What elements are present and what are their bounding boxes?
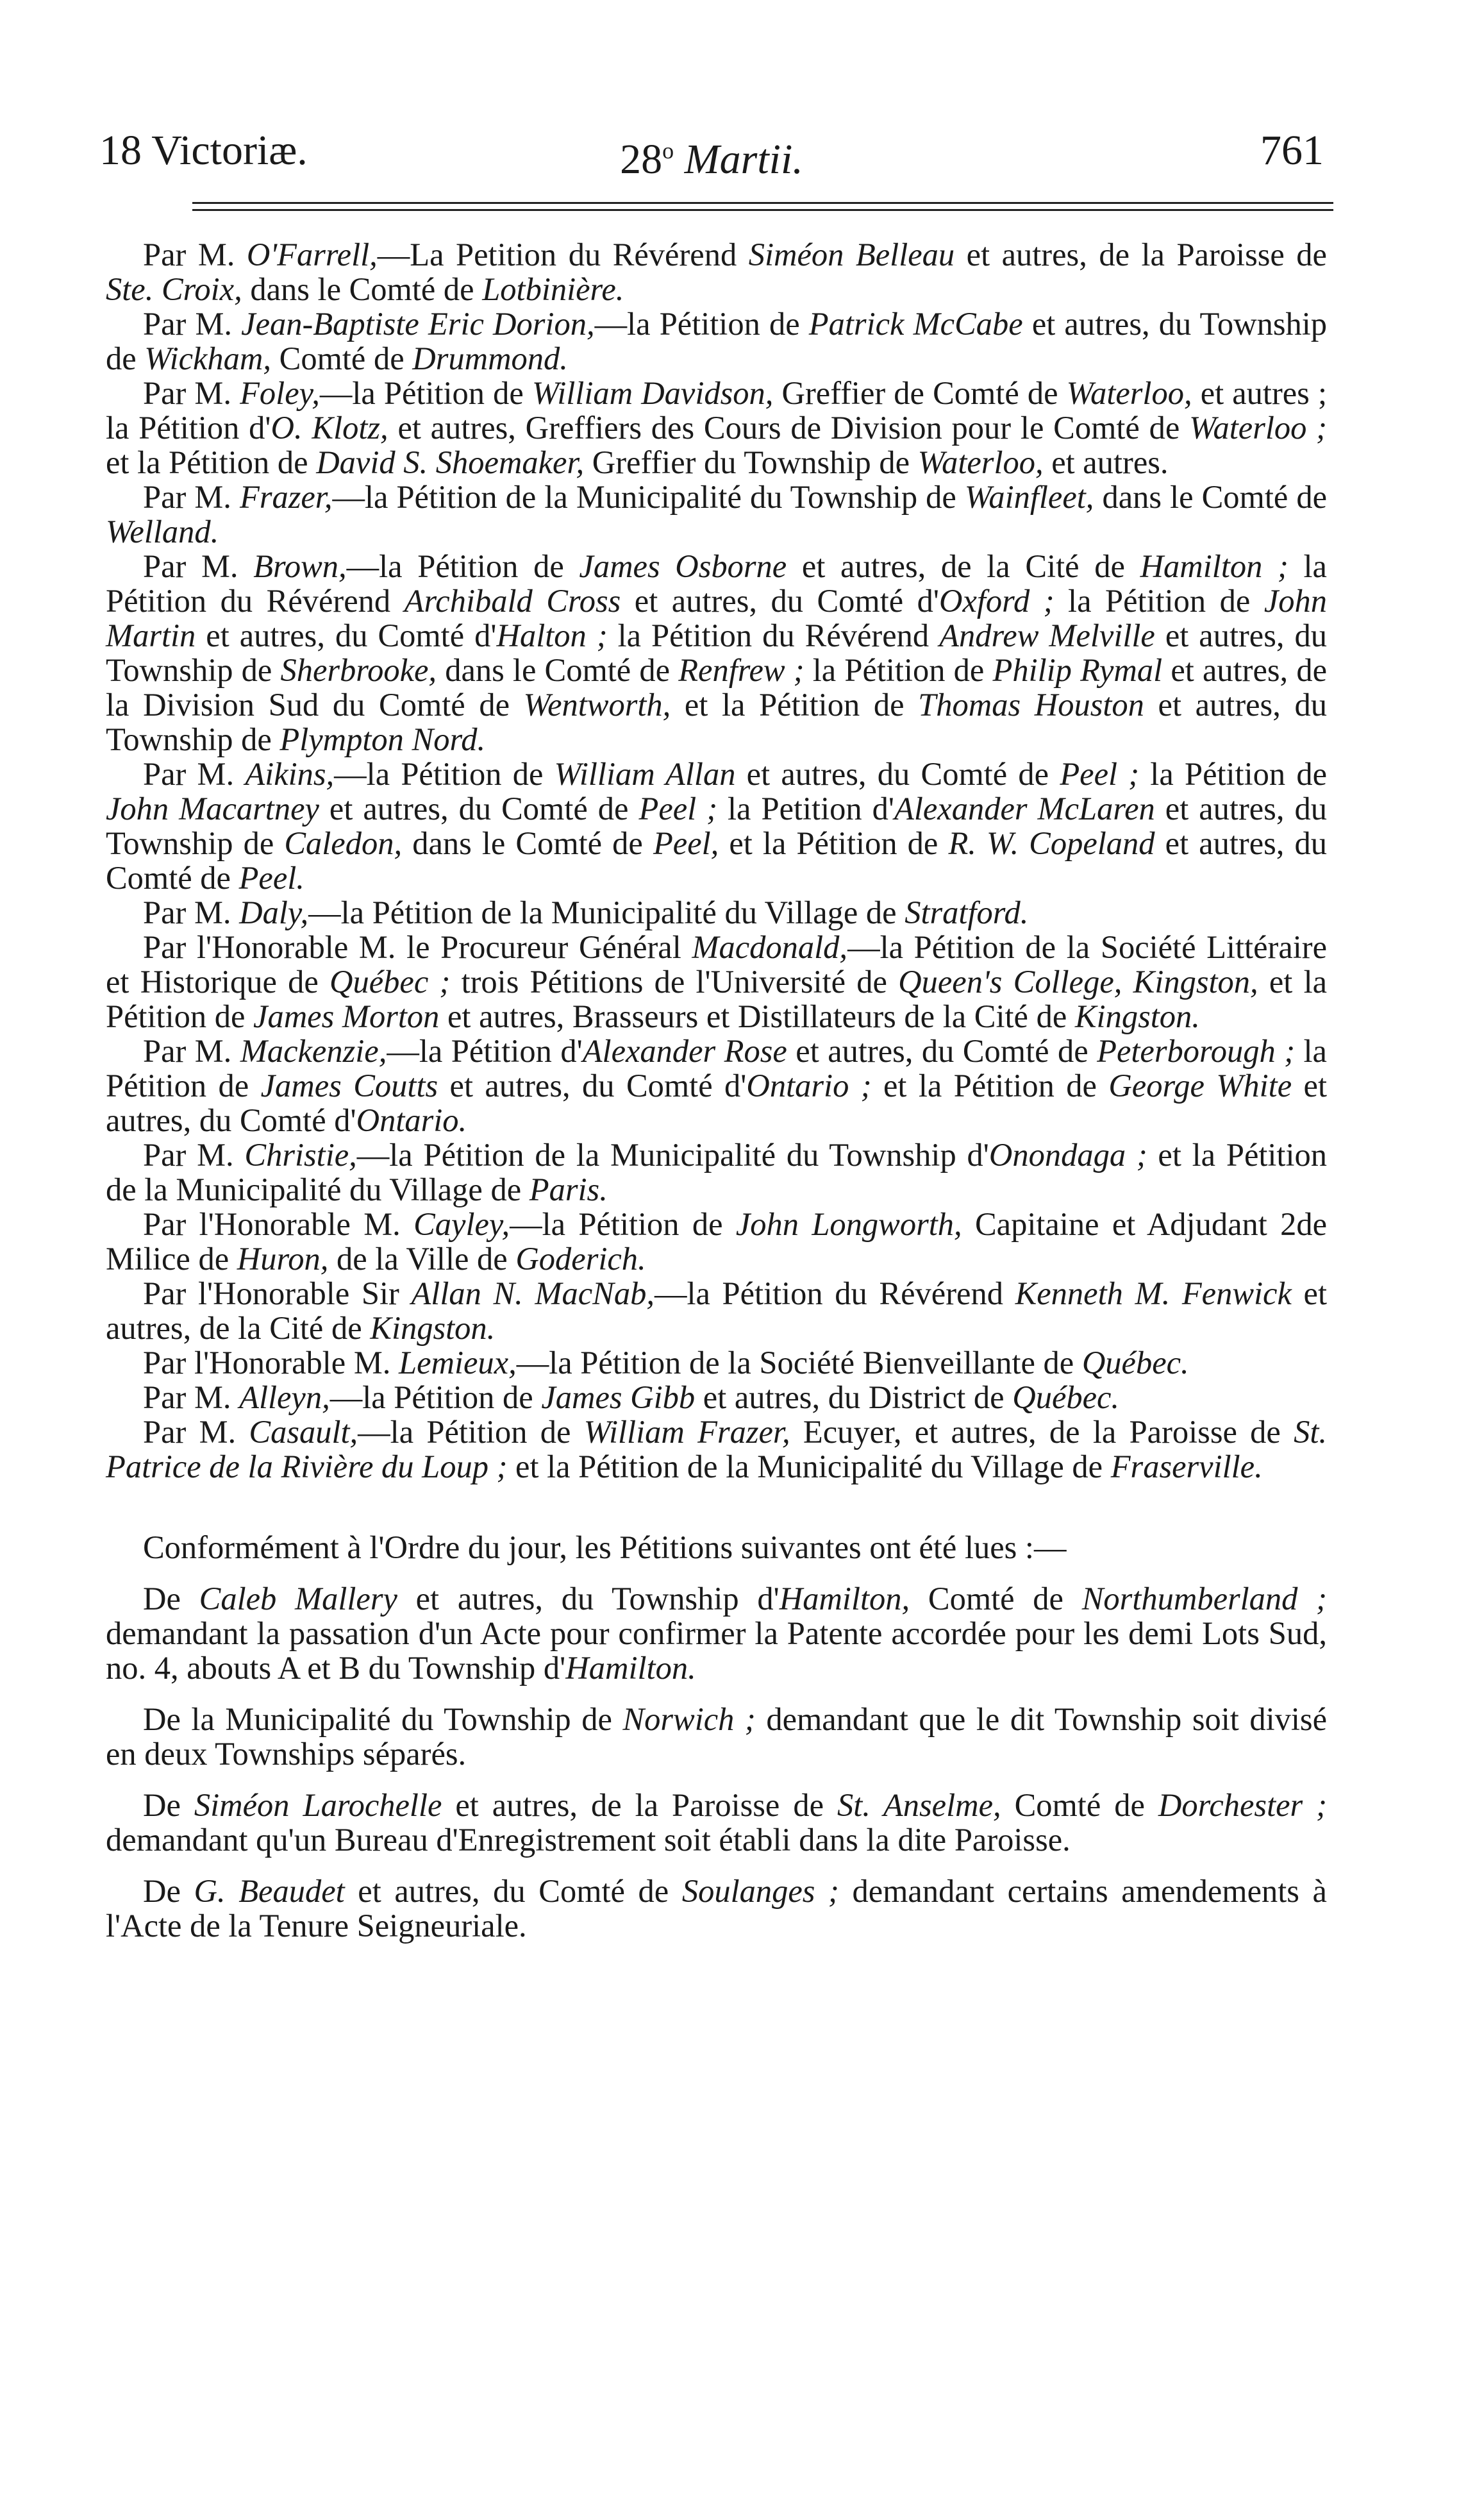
italic-text: St. Anselme, bbox=[837, 1787, 1001, 1823]
paragraph-p8 bbox=[106, 930, 1327, 1034]
text-run: Par M. bbox=[143, 1414, 249, 1450]
italic-text: James Gibb bbox=[541, 1379, 696, 1415]
italic-text: Kenneth M. Fenwick bbox=[1015, 1275, 1292, 1311]
text-run: Par M. bbox=[143, 479, 240, 515]
text-run: —la Pétition de bbox=[329, 1379, 542, 1415]
italic-text: Kingston. bbox=[1074, 998, 1200, 1034]
text-run: —la Pétition de bbox=[319, 375, 532, 411]
paragraph-p20 bbox=[106, 1874, 1327, 1943]
text-run: —la Pétition de bbox=[510, 1206, 736, 1242]
italic-text: Halton ; bbox=[496, 618, 608, 653]
text-run: —la Pétition d' bbox=[387, 1033, 583, 1069]
italic-text: Caleb Mallery bbox=[199, 1581, 397, 1617]
italic-text: Waterloo, bbox=[1066, 375, 1192, 411]
text-run: et autres, du Township d' bbox=[397, 1581, 780, 1617]
text-run: et autres, de la Paroisse de bbox=[442, 1787, 837, 1823]
italic-text: Québec ; bbox=[329, 964, 451, 1000]
text-run: Par M. bbox=[143, 1379, 240, 1415]
text-run: trois Pétitions de l'Université de bbox=[450, 964, 899, 1000]
italic-text: James Coutts bbox=[260, 1068, 438, 1104]
header-regnal-year: 18 Victoriæ. bbox=[99, 127, 308, 174]
text-run: —la Pétition de la Société Littéraire et Historique de bbox=[106, 929, 1327, 1000]
italic-text: Cayley, bbox=[413, 1206, 510, 1242]
text-run: Par M. bbox=[143, 306, 242, 342]
italic-text: Siméon Larochelle bbox=[194, 1787, 442, 1823]
text-run: Greffier de Comté de bbox=[773, 375, 1067, 411]
text-run: et autres, Greffiers des Cours de Division pour le Comté de bbox=[388, 410, 1190, 446]
text-run: —la Pétition de bbox=[334, 756, 554, 792]
body-text bbox=[106, 237, 1327, 1943]
paragraph-p9 bbox=[106, 1034, 1327, 1138]
text-run: demandant que le dit Township soit divisé en deux Townships séparés. bbox=[106, 1701, 1328, 1772]
text-run: et autres. bbox=[1043, 444, 1169, 480]
text-run: et la Pétition de bbox=[106, 444, 317, 480]
italic-text: Wentworth, bbox=[523, 687, 671, 723]
italic-text: Drummond. bbox=[412, 340, 568, 376]
text-run: dans le Comté de bbox=[437, 652, 679, 688]
text-run: et autres, du Comté de bbox=[787, 1033, 1097, 1069]
italic-text: James Morton bbox=[253, 998, 440, 1034]
italic-text: Huron, bbox=[237, 1241, 329, 1277]
italic-text: James Osborne bbox=[579, 548, 787, 584]
italic-text: Casault, bbox=[249, 1414, 358, 1450]
text-run: et autres, de la Cité de bbox=[787, 548, 1140, 584]
text-run: la Pétition du Révérend bbox=[106, 548, 1327, 619]
italic-text: Brown, bbox=[253, 548, 347, 584]
italic-text: Norwich ; bbox=[622, 1701, 756, 1737]
italic-text: Queen's College, Kingston, bbox=[898, 964, 1258, 1000]
text-run: —la Pétition du Révérend bbox=[654, 1275, 1015, 1311]
text-run: la Pétition du Révérend bbox=[607, 618, 940, 653]
italic-text: Peel ; bbox=[638, 791, 718, 827]
text-run: —la Pétition de la Municipalité du Township d' bbox=[356, 1137, 989, 1173]
italic-text: Northumberland ; bbox=[1081, 1581, 1327, 1617]
italic-text: Mackenzie, bbox=[240, 1033, 387, 1069]
text-run: et la Pétition de bbox=[871, 1068, 1109, 1104]
text-run: et autres, du Comté d' bbox=[438, 1068, 747, 1104]
italic-text: George White bbox=[1108, 1068, 1292, 1104]
italic-text: William Allan bbox=[554, 756, 736, 792]
paragraph-p15 bbox=[106, 1415, 1327, 1484]
italic-text: Peel. bbox=[238, 860, 304, 896]
paragraph-p14 bbox=[106, 1380, 1327, 1415]
text-run: et la Pétition de la Municipalité du Village de bbox=[106, 1137, 1327, 1207]
text-run: Par M. bbox=[143, 756, 246, 792]
text-run: Par l'Honorable Sir bbox=[143, 1275, 412, 1311]
italic-text: Thomas Houston bbox=[918, 687, 1144, 723]
text-run: demandant certains amendements à l'Acte de la Tenure Seigneuriale. bbox=[106, 1873, 1327, 1944]
text-run: et autres, de la Cité de bbox=[106, 1275, 1327, 1346]
italic-text: William Davidson, bbox=[531, 375, 774, 411]
text-run: Par M. bbox=[143, 1137, 245, 1173]
italic-text: O. Klotz, bbox=[271, 410, 388, 446]
text-run: demandant qu'un Bureau d'Enregistrement soit établi dans la dite Paroisse. bbox=[106, 1822, 1071, 1858]
header-date bbox=[99, 115, 1324, 195]
italic-text: St. Patrice de la Rivière du Loup ; bbox=[106, 1414, 1327, 1484]
italic-text: Aikins, bbox=[245, 756, 335, 792]
italic-text: G. Beaudet bbox=[194, 1873, 345, 1909]
text-run: et autres, du Comté de bbox=[735, 756, 1060, 792]
text-run: et autres, de la Paroisse de bbox=[955, 237, 1327, 273]
italic-text: O'Farrell, bbox=[246, 237, 378, 273]
paragraph-p7 bbox=[106, 895, 1327, 930]
text-run: —la Pétition de bbox=[346, 548, 579, 584]
text-run: dans le Comté de bbox=[1094, 479, 1327, 515]
text-run: —la Pétition de bbox=[594, 306, 809, 342]
italic-text: William Frazer, bbox=[583, 1414, 790, 1450]
text-run: de la Ville de bbox=[328, 1241, 516, 1277]
text-run: Par M. bbox=[143, 1033, 240, 1069]
text-run: —la Pétition de la Municipalité du Village de bbox=[308, 895, 905, 930]
italic-text: Renfrew ; bbox=[678, 652, 805, 688]
text-run: et autres, Brasseurs et Distillateurs de la Cité de bbox=[439, 998, 1075, 1034]
paragraph-p1 bbox=[106, 237, 1327, 307]
text-run: De bbox=[143, 1581, 199, 1617]
text-run: et autres, du District de bbox=[695, 1379, 1013, 1415]
header-double-rule bbox=[192, 202, 1333, 211]
text-run: et autres, du Comté d' bbox=[106, 1068, 1327, 1138]
italic-text: Alleyn, bbox=[239, 1379, 330, 1415]
text-run: demandant la passation d'un Acte pour confirmer la Patente accordée pour les demi Lots Sud, no. 4, abouts A et B du Township d' bbox=[106, 1615, 1327, 1686]
text-run: et autres, du Township de bbox=[106, 791, 1327, 861]
italic-text: Soulanges ; bbox=[681, 1873, 839, 1909]
paragraph-p2 bbox=[106, 307, 1327, 376]
page-header bbox=[99, 115, 1324, 186]
text-run: et autres ; la Pétition d' bbox=[106, 375, 1327, 446]
italic-text: Alexander Rose bbox=[582, 1033, 787, 1069]
text-run: et autres, du Comté de bbox=[106, 825, 1328, 896]
text-run: Par M. bbox=[143, 895, 240, 930]
italic-text: Christie, bbox=[244, 1137, 357, 1173]
italic-text: Foley, bbox=[240, 375, 320, 411]
italic-text: John Martin bbox=[106, 583, 1327, 653]
text-run: —la Pétition de bbox=[358, 1414, 584, 1450]
italic-text: Lemieux, bbox=[399, 1345, 517, 1381]
italic-text: Sherbrooke, bbox=[280, 652, 437, 688]
text-run: Greffier du Township de bbox=[584, 444, 918, 480]
italic-text: Plympton Nord. bbox=[279, 721, 486, 757]
text-run: Conformément à l'Ordre du jour, les Pétitions suivantes ont été lues :— bbox=[143, 1529, 1067, 1565]
italic-text: Daly, bbox=[239, 895, 309, 930]
text-run: —la Pétition de la Société Bienveillante de bbox=[516, 1345, 1082, 1381]
italic-text: Jean-Baptiste Eric Dorion, bbox=[241, 306, 595, 342]
text-run: Comté de bbox=[910, 1581, 1082, 1617]
italic-text: Philip Rymal bbox=[992, 652, 1163, 688]
italic-text: Peel ; bbox=[1060, 756, 1140, 792]
italic-text: Dorchester ; bbox=[1158, 1787, 1327, 1823]
text-run: Par l'Honorable M. bbox=[143, 1345, 399, 1381]
text-run: et autres, du Township de bbox=[106, 306, 1327, 376]
text-run: Par l'Honorable M. bbox=[143, 1206, 414, 1242]
italic-text: Ontario ; bbox=[746, 1068, 872, 1104]
text-run: Capitaine et Adjudant 2de Milice de bbox=[106, 1206, 1327, 1277]
italic-text: Alexander McLaren bbox=[894, 791, 1155, 827]
italic-text: Waterloo ; bbox=[1189, 410, 1327, 446]
italic-text: John Longworth, bbox=[735, 1206, 962, 1242]
text-run: et autres, de la Division Sud du Comté de bbox=[106, 652, 1327, 723]
italic-text: Québec. bbox=[1012, 1379, 1120, 1415]
italic-text: Oxford ; bbox=[939, 583, 1055, 619]
text-run: Comté de bbox=[1001, 1787, 1158, 1823]
italic-text: Caledon, bbox=[284, 825, 403, 861]
italic-text: Ontario. bbox=[356, 1102, 467, 1138]
paragraph-p3 bbox=[106, 376, 1327, 480]
italic-text: Macdonald, bbox=[692, 929, 848, 965]
italic-text: David S. Shoemaker, bbox=[316, 444, 585, 480]
text-run: et la Pétition de bbox=[106, 964, 1328, 1034]
page-number: 761 bbox=[1260, 127, 1324, 174]
paragraph-p4 bbox=[106, 480, 1327, 549]
text-run: la Pétition de bbox=[106, 1033, 1327, 1104]
text-run: et autres, du Comté de bbox=[319, 791, 639, 827]
paragraph-p18 bbox=[106, 1702, 1327, 1771]
text-run: la Pétition de bbox=[1054, 583, 1264, 619]
italic-text: Allan N. MacNab, bbox=[411, 1275, 654, 1311]
italic-text: Québec. bbox=[1081, 1345, 1189, 1381]
text-run: De la Municipalité du Township de bbox=[143, 1701, 623, 1737]
paragraph-p6 bbox=[106, 757, 1327, 895]
text-run: Comté de bbox=[271, 340, 413, 376]
text-run: la Pétition de bbox=[804, 652, 993, 688]
italic-text: Siméon Belleau bbox=[748, 237, 955, 273]
italic-text: Lotbinière. bbox=[482, 271, 624, 307]
italic-text: Frazer, bbox=[239, 479, 333, 515]
italic-text: Hamilton, bbox=[779, 1581, 910, 1617]
paragraph-p16 bbox=[106, 1530, 1327, 1565]
italic-text: Peterborough ; bbox=[1097, 1033, 1296, 1069]
text-run: et la Pétition de la Municipalité du Village de bbox=[507, 1449, 1111, 1484]
italic-text: Hamilton. bbox=[565, 1650, 696, 1686]
italic-text: Andrew Melville bbox=[939, 618, 1155, 653]
text-run: et autres, du Township de bbox=[106, 618, 1328, 688]
italic-text: Wickham, bbox=[144, 340, 272, 376]
text-run: dans le Comté de bbox=[242, 271, 483, 307]
italic-text: R. W. Copeland bbox=[948, 825, 1155, 861]
italic-text: Paris. bbox=[529, 1172, 608, 1207]
paragraph-p12 bbox=[106, 1276, 1327, 1345]
text-run: et autres, du Comté d' bbox=[196, 618, 497, 653]
italic-text: Ste. Croix, bbox=[106, 271, 242, 307]
paragraph-p11 bbox=[106, 1207, 1327, 1276]
text-run: et la Pétition de bbox=[719, 825, 949, 861]
text-run: Par M. bbox=[143, 375, 240, 411]
text-run: Par l'Honorable M. le Procureur Général bbox=[143, 929, 692, 965]
text-run: et autres, du Township de bbox=[106, 687, 1327, 757]
text-run: Ecuyer, et autres, de la Paroisse de bbox=[790, 1414, 1294, 1450]
text-run: la Pétition de bbox=[1139, 756, 1327, 792]
paragraph-p10 bbox=[106, 1138, 1327, 1207]
italic-text: Stratford. bbox=[905, 895, 1029, 930]
text-run: Par M. bbox=[143, 548, 254, 584]
text-run: la Petition d' bbox=[717, 791, 894, 827]
header-day: 28 bbox=[620, 136, 663, 183]
italic-text: Patrick McCabe bbox=[808, 306, 1023, 342]
header-month: Martii. bbox=[684, 136, 803, 183]
paragraph-p13 bbox=[106, 1345, 1327, 1380]
italic-text: Fraserville. bbox=[1110, 1449, 1263, 1484]
italic-text: Waterloo, bbox=[917, 444, 1044, 480]
text-run: —la Pétition de la Municipalité du Township de bbox=[332, 479, 965, 515]
italic-text: Hamilton ; bbox=[1140, 548, 1288, 584]
italic-text: Welland. bbox=[106, 514, 219, 550]
text-run: —La Petition du Révérend bbox=[377, 237, 749, 273]
italic-text: Archibald Cross bbox=[404, 583, 621, 619]
italic-text: Peel, bbox=[653, 825, 719, 861]
italic-text: Onondaga ; bbox=[988, 1137, 1147, 1173]
italic-text: John Macartney bbox=[106, 791, 319, 827]
text-run: De bbox=[143, 1787, 194, 1823]
italic-text: Wainfleet, bbox=[964, 479, 1094, 515]
paragraph-p17 bbox=[106, 1581, 1327, 1685]
text-run: et autres, du Comté de bbox=[344, 1873, 682, 1909]
text-run: et la Pétition de bbox=[671, 687, 919, 723]
text-run: De bbox=[143, 1873, 194, 1909]
italic-text: Kingston. bbox=[370, 1310, 496, 1346]
italic-text: Goderich. bbox=[515, 1241, 646, 1277]
text-run: Par M. bbox=[143, 237, 247, 273]
header-day-suffix: o bbox=[662, 138, 674, 164]
paragraph-p5 bbox=[106, 549, 1327, 757]
text-run: et autres, du Comté d' bbox=[621, 583, 940, 619]
text-run: dans le Comté de bbox=[402, 825, 653, 861]
paragraph-p19 bbox=[106, 1788, 1327, 1857]
